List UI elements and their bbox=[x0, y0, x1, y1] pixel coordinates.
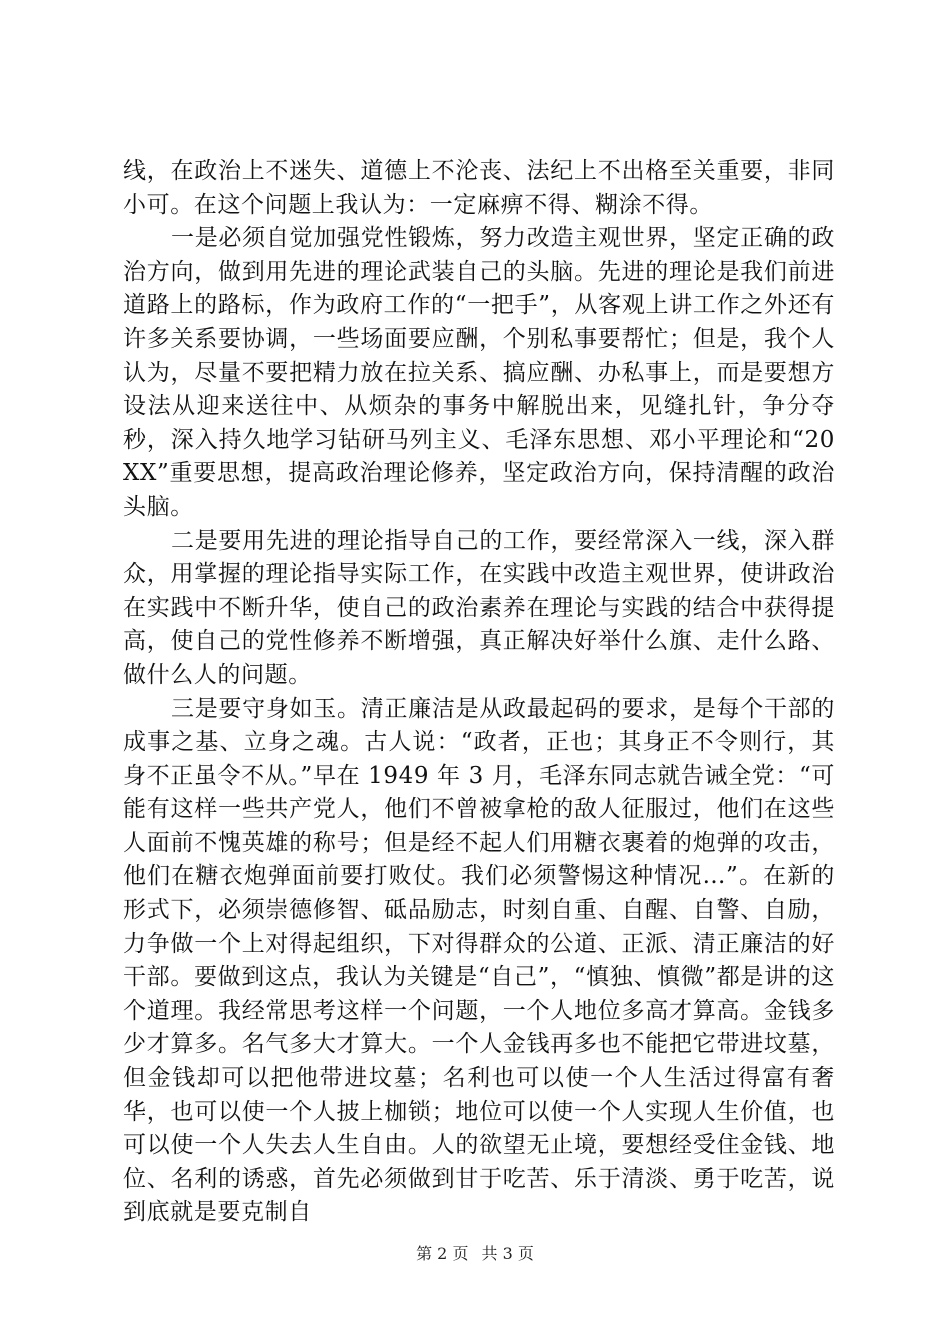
document-body bbox=[123, 155, 835, 1230]
paragraph-point-two: 二是要用先进的理论指导自己的工作，要经常深入一线，深入群众，用掌握的理论指导实际工作，在实践中改造主观世界，使讲政治在实践中不断升华，使自己的政治素养在理论与实践的结合中获得提高，使自己的党性修养不断增强，真正解决好举什么旗、走什么路、做什么人的问题。 bbox=[123, 527, 835, 688]
page-footer bbox=[0, 1243, 950, 1265]
paragraph-continuation: 线，在政治上不迷失、道德上不沦丧、法纪上不出格至关重要，非同小可。在这个问题上我认为：一定麻痹不得、糊涂不得。 bbox=[123, 158, 835, 218]
page-number: 第 2 页 bbox=[416, 1244, 469, 1263]
paragraph-point-one: 一是必须自觉加强党性锻炼，努力改造主观世界，坚定正确的政治方向，做到用先进的理论武装自己的头脑。先进的理论是我们前进道路上的路标，作为政府工作的“一把手”，从客观上讲工作之外还有许多关系要协调，一些场面要应酬，个别私事要帮忙；但是，我个人认为，尽量不要把精力放在拉关系、搞应酬、办私事上，而是要想方设法从迎来送往中、从烦杂的事务中解脱出来，见缝扎针，争分夺秒，深入持久地学习钻研马列主义、毛泽东思想、邓小平理论和“20XX”重要思想，提高政治理论修养，坚定政治方向，保持清醒的政治头脑。 bbox=[123, 225, 835, 520]
page-total: 共 3 页 bbox=[481, 1244, 534, 1263]
paragraph-point-three: 三是要守身如玉。清正廉洁是从政最起码的要求，是每个干部的成事之基、立身之魂。古人说：“政者，正也；其身正不令则行，其身不正虽令不从。”早在 1949 年 3 月，毛泽东同志就告诫全党：“可能有这样一些共产党人，他们不曾被拿枪的敌人征服过，他们在这些人面前不愧英雄的称号；但是经不起人们用糖衣裹着的炮弹的攻击，他们在糖衣炮弹面前要打败仗。我们必须警惕这种情况…”。在新的形式下，必须崇德修智、砥品励志，时刻自重、自醒、自警、自励，力争做一个上对得起组织，下对得群众的公道、正派、清正廉洁的好干部。要做到这点，我认为关键是“自己”，“慎独、慎微”都是讲的这个道理。我经常思考这样一个问题，一个人地位多高才算高。金钱多少才算多。名气多大才算大。一个人金钱再多也不能把它带进坟墓，但金钱却可以把他带进坟墓；名利也可以使一个人生活过得富有奢华，也可以使一个人披上枷锁；地位可以使一个人实现人生价值，也可以使一个人失去人生自由。人的欲望无止境，要想经受住金钱、地位、名利的诱惑，首先必须做到甘于吃苦、乐于清淡、勇于吃苦，说到底就是要克制自 bbox=[123, 695, 835, 1226]
